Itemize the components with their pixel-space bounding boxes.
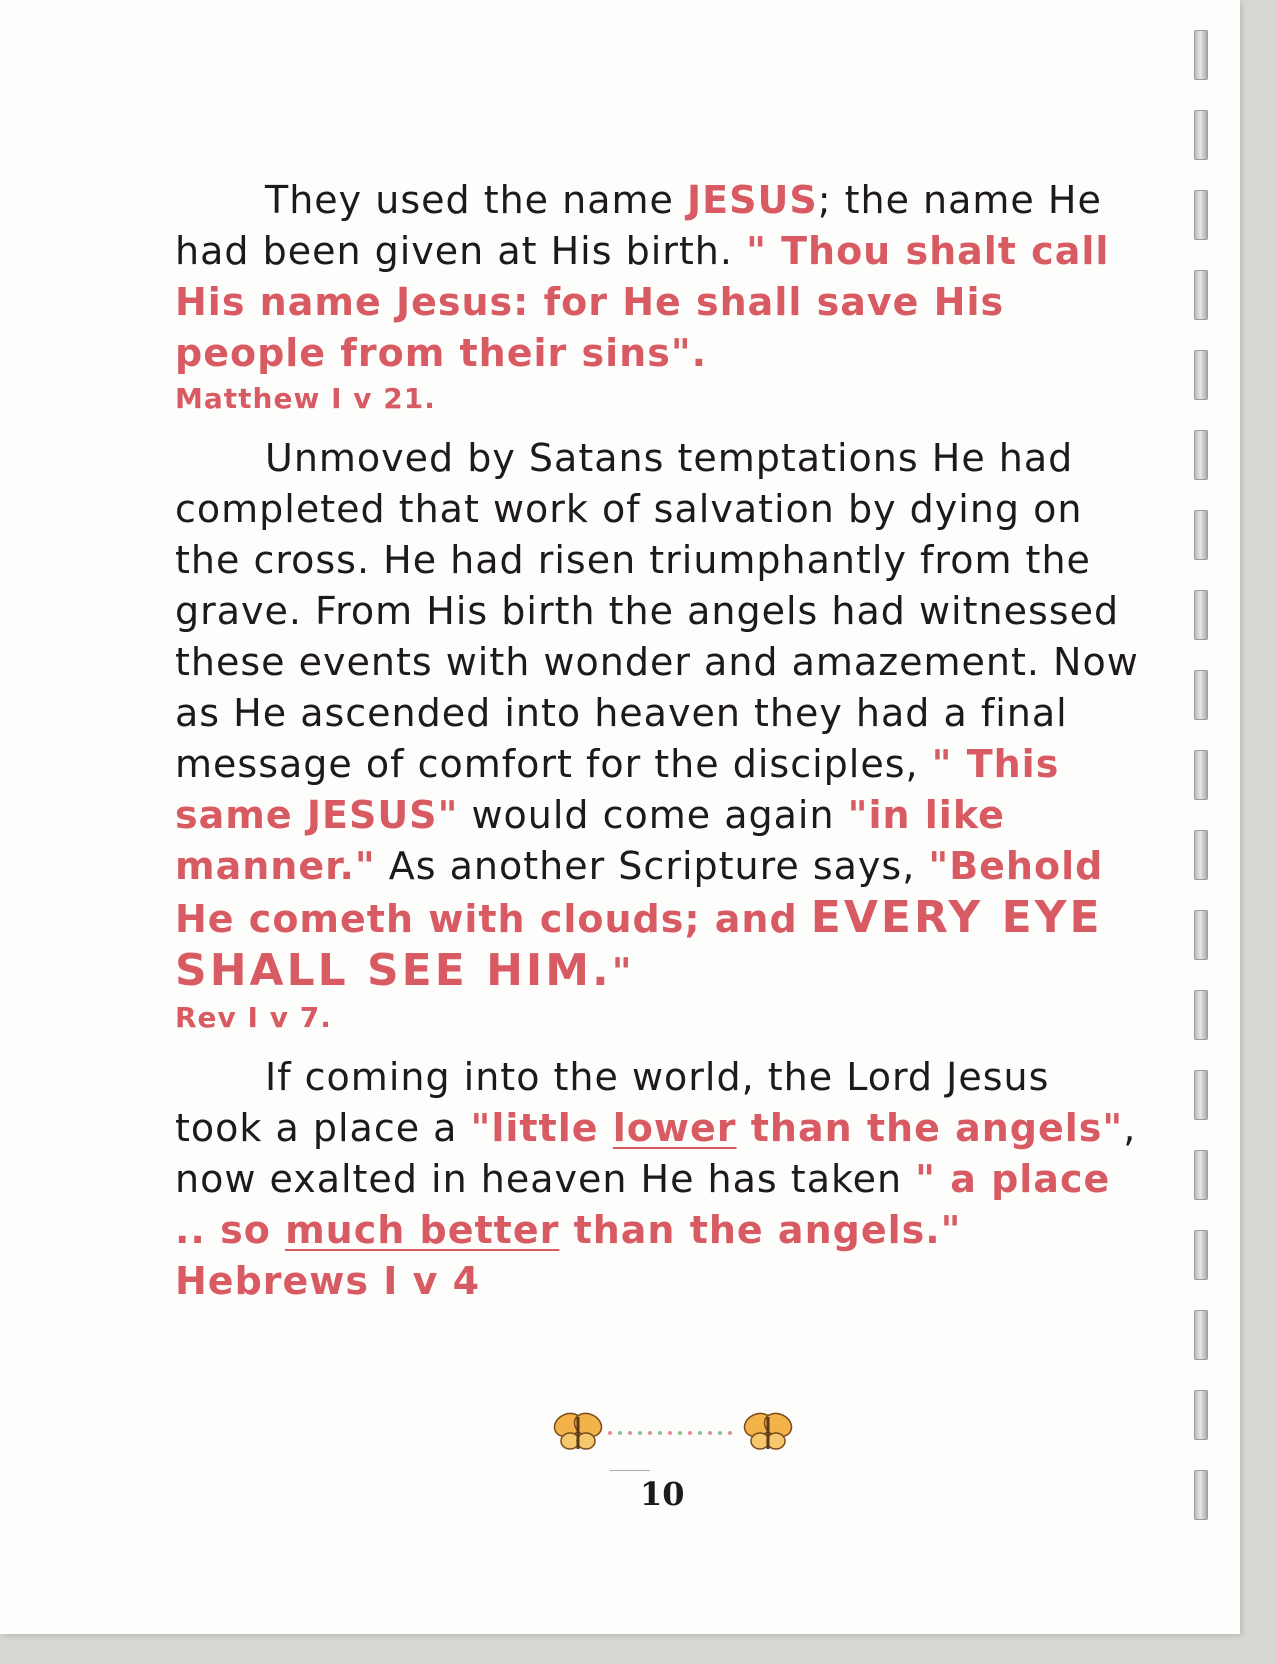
p3-quote-2a: " a place .. so (175, 1157, 1111, 1252)
page-text (175, 175, 1145, 1321)
dotted-vine (608, 1431, 732, 1435)
p2-quote-1a: " This same (175, 742, 1060, 837)
binding-hole (1194, 510, 1208, 560)
butterfly-icon (741, 1409, 796, 1449)
paragraph-3 (175, 1052, 1145, 1307)
p2-quote-3-end: " (611, 950, 633, 994)
spiral-binding (1194, 30, 1210, 1590)
binding-hole (1194, 1310, 1208, 1360)
p2-quote-3: "Behold He cometh with clouds; and (175, 844, 1104, 941)
binding-hole (1194, 1470, 1208, 1520)
p2-quote-3-caps: EVERY EYE SHALL SEE HIM. (175, 892, 1103, 996)
p2-quote-1b: " (437, 793, 459, 837)
p1-text-b: ; the name He had been given at His birth. (175, 178, 1102, 273)
p3-quote-2-underlined: much better (285, 1208, 560, 1252)
p2-quote-1-jesus: JESUS (306, 793, 438, 837)
p1-scripture-quote: " Thou shalt call His name Jesus: for He shall save His people from their sins". (175, 229, 1110, 375)
p1-text-a: They used the name (265, 178, 687, 222)
p3-quote-1b: than the angels" (736, 1106, 1124, 1150)
binding-hole (1194, 750, 1208, 800)
binding-hole (1194, 190, 1208, 240)
p2-text-a: Unmoved by Satans temptations He had completed that work of salvation by dying on the cross. He had risen triumphantly from the grave. From His birth the angels had witnessed these events with wonder and amazement. Now as He ascended into heaven they had a final message of comfort for the disciples, (175, 436, 1139, 786)
binding-hole (1194, 30, 1208, 80)
p1-jesus: JESUS (687, 178, 818, 222)
binding-hole (1194, 910, 1208, 960)
p3-quote-1a: "little (470, 1106, 613, 1150)
page-number: 10 (640, 1475, 685, 1513)
binding-hole (1194, 990, 1208, 1040)
p2-text-c: As another Scripture says, (375, 844, 929, 888)
butterfly-icon (551, 1409, 606, 1449)
p2-reference: Rev I v 7. (175, 1001, 332, 1034)
binding-hole (1194, 1230, 1208, 1280)
p3-quote-2b: than the angels." (559, 1208, 962, 1252)
binding-hole (1194, 110, 1208, 160)
paragraph-2 (175, 433, 1145, 1038)
binding-hole (1194, 1150, 1208, 1200)
paragraph-1 (175, 175, 1145, 419)
binding-hole (1194, 350, 1208, 400)
p2-text-b: would come again (458, 793, 848, 837)
p3-text-b: , now exalted in heaven He has taken (175, 1106, 1137, 1201)
binding-hole (1194, 430, 1208, 480)
butterfly-ornament (550, 1395, 800, 1465)
p1-reference: Matthew I v 21. (175, 382, 436, 415)
binding-hole (1194, 670, 1208, 720)
p3-quote-1-underlined: lower (612, 1106, 737, 1150)
p3-reference: Hebrews I v 4 (175, 1259, 481, 1303)
binding-hole (1194, 590, 1208, 640)
binding-hole (1194, 830, 1208, 880)
p2-quote-2: "in like manner." (175, 793, 1005, 888)
binding-hole (1194, 1390, 1208, 1440)
p3-text-a: If coming into the world, the Lord Jesus took a place a (175, 1055, 1050, 1150)
binding-hole (1194, 270, 1208, 320)
binding-hole (1194, 1070, 1208, 1120)
page-number-rule (610, 1470, 650, 1471)
